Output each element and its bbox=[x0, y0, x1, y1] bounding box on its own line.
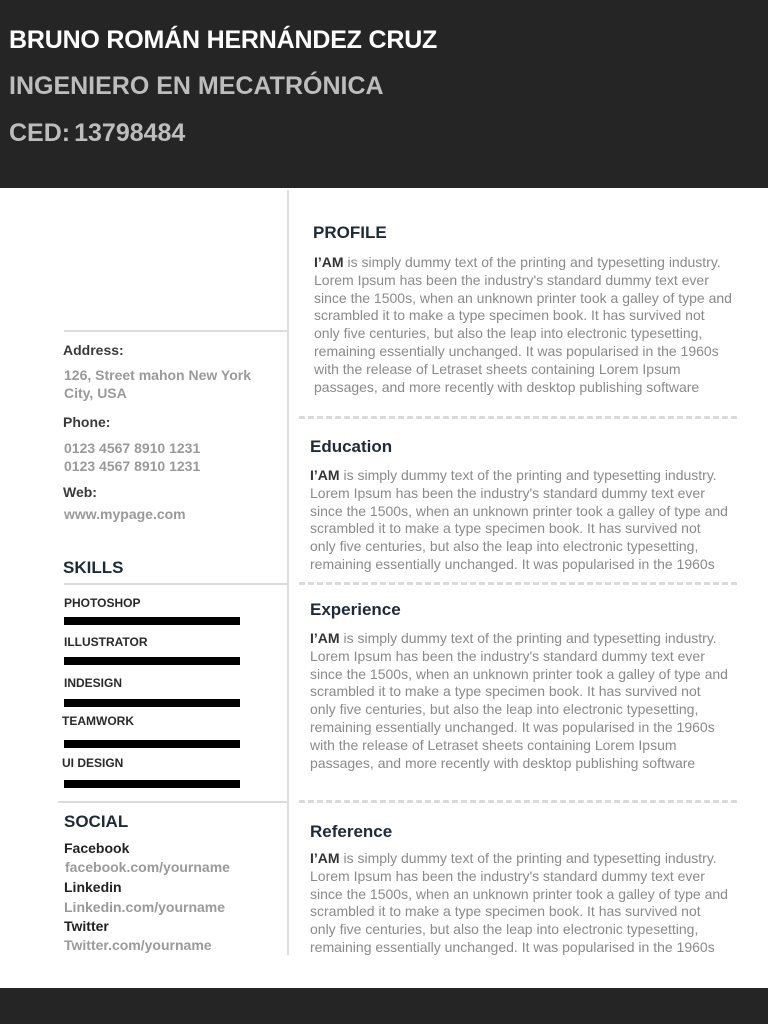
address-line-1: 126, Street mahon New York bbox=[64, 367, 251, 383]
skill-teamwork-bar bbox=[64, 740, 240, 748]
reference-lead: I’AM bbox=[310, 850, 340, 866]
phone-label: Phone: bbox=[63, 414, 111, 430]
ced-number: 13798484 bbox=[74, 119, 186, 147]
phone-number-1: 0123 4567 8910 1231 bbox=[64, 440, 201, 456]
person-name: BRUNO ROMÁN HERNÁNDEZ CRUZ bbox=[9, 26, 438, 54]
header-banner bbox=[0, 0, 768, 188]
skill-uidesign-fill bbox=[64, 780, 240, 788]
social-rule bbox=[58, 801, 287, 803]
dashed-divider-2 bbox=[299, 582, 737, 585]
contact-top-rule bbox=[64, 330, 287, 332]
profile-heading: PROFILE bbox=[313, 223, 387, 242]
education-text bbox=[310, 467, 730, 572]
skill-uidesign-label: UI DESIGN bbox=[62, 756, 124, 770]
phone-number-2: 0123 4567 8910 1231 bbox=[64, 458, 201, 474]
skill-illustrator-bar bbox=[64, 657, 240, 665]
skill-indesign-label: INDESIGN bbox=[64, 676, 123, 690]
skill-teamwork-label: TEAMWORK bbox=[62, 714, 134, 728]
twitter-label: Twitter bbox=[64, 918, 109, 934]
skills-rule bbox=[64, 583, 287, 585]
skill-teamwork-fill bbox=[64, 740, 240, 748]
education-lead: I’AM bbox=[310, 467, 340, 483]
ced-label: CED: bbox=[9, 119, 71, 147]
twitter-link[interactable]: Twitter.com/yourname bbox=[64, 937, 212, 953]
linkedin-link[interactable]: Linkedin.com/yourname bbox=[64, 899, 226, 915]
skill-photoshop-fill bbox=[64, 617, 240, 625]
education-body: is simply dummy text of the printing and typesetting industry. Lorem Ipsum has been the industry's standard dummy text ever since the 1500s, when an unknown printer took a galley of type and scrambled it to make a type specimen book. It has survived not only five centuries, but also the leap into electronic typesetting, remaining essentially unchanged. It was popularised in the 1960s bbox=[310, 467, 728, 572]
reference-heading: Reference bbox=[310, 822, 393, 841]
skill-indesign-fill bbox=[64, 699, 240, 707]
skill-indesign-bar bbox=[64, 699, 240, 707]
skill-photoshop-label: PHOTOSHOP bbox=[64, 596, 141, 610]
skill-uidesign-bar bbox=[64, 780, 240, 788]
dashed-divider-1 bbox=[299, 416, 737, 419]
education-heading: Education bbox=[310, 437, 393, 456]
skills-heading: SKILLS bbox=[63, 558, 124, 577]
job-title: INGENIERO EN MECATRÓNICA bbox=[9, 72, 384, 100]
footer-banner bbox=[0, 988, 768, 1024]
experience-text bbox=[310, 630, 730, 774]
experience-lead: I’AM bbox=[310, 630, 340, 646]
address-label: Address: bbox=[63, 342, 124, 358]
column-divider bbox=[287, 190, 289, 955]
profile-text bbox=[314, 254, 734, 398]
ced-line bbox=[9, 119, 185, 148]
skill-photoshop-bar bbox=[64, 617, 240, 625]
linkedin-label: Linkedin bbox=[64, 879, 122, 895]
skill-illustrator-fill bbox=[64, 657, 240, 665]
experience-body: is simply dummy text of the printing and typesetting industry. Lorem Ipsum has been the industry's standard dummy text ever since the 1500s, when an unknown printer took a galley of type and scrambled it to make a type specimen book. It has survived not only five centuries, but also the leap into electronic typesetting, remaining essentially unchanged. It was popularised in the 1960s with the release of Letraset sheets containing Lorem Ipsum passages, and more recently with desktop publishing software bbox=[310, 630, 728, 771]
facebook-label: Facebook bbox=[64, 840, 130, 856]
experience-heading: Experience bbox=[310, 600, 401, 619]
dashed-divider-3 bbox=[299, 800, 737, 803]
web-link[interactable]: www.mypage.com bbox=[64, 506, 186, 522]
profile-lead: I’AM bbox=[314, 254, 344, 270]
skill-illustrator-label: ILLUSTRATOR bbox=[64, 635, 148, 649]
web-label: Web: bbox=[63, 484, 97, 500]
profile-body: is simply dummy text of the printing and typesetting industry. Lorem Ipsum has been the industry's standard dummy text ever since the 1500s, when an unknown printer took a galley of type and scrambled it to make a type specimen book. It has survived not only five centuries, but also the leap into electronic typesetting, remaining essentially unchanged. It was popularised in the 1960s with the release of Letraset sheets containing Lorem Ipsum passages, and more recently with desktop publishing software bbox=[314, 254, 732, 395]
reference-body: is simply dummy text of the printing and typesetting industry. Lorem Ipsum has been the industry's standard dummy text ever since the 1500s, when an unknown printer took a galley of type and scrambled it to make a type specimen book. It has survived not only five centuries, but also the leap into electronic typesetting, remaining essentially unchanged. It was popularised in the 1960s bbox=[310, 850, 728, 955]
facebook-link[interactable]: facebook.com/yourname bbox=[65, 859, 230, 875]
address-line-2: City, USA bbox=[64, 385, 127, 401]
social-heading: SOCIAL bbox=[64, 812, 129, 831]
reference-text bbox=[310, 850, 730, 958]
